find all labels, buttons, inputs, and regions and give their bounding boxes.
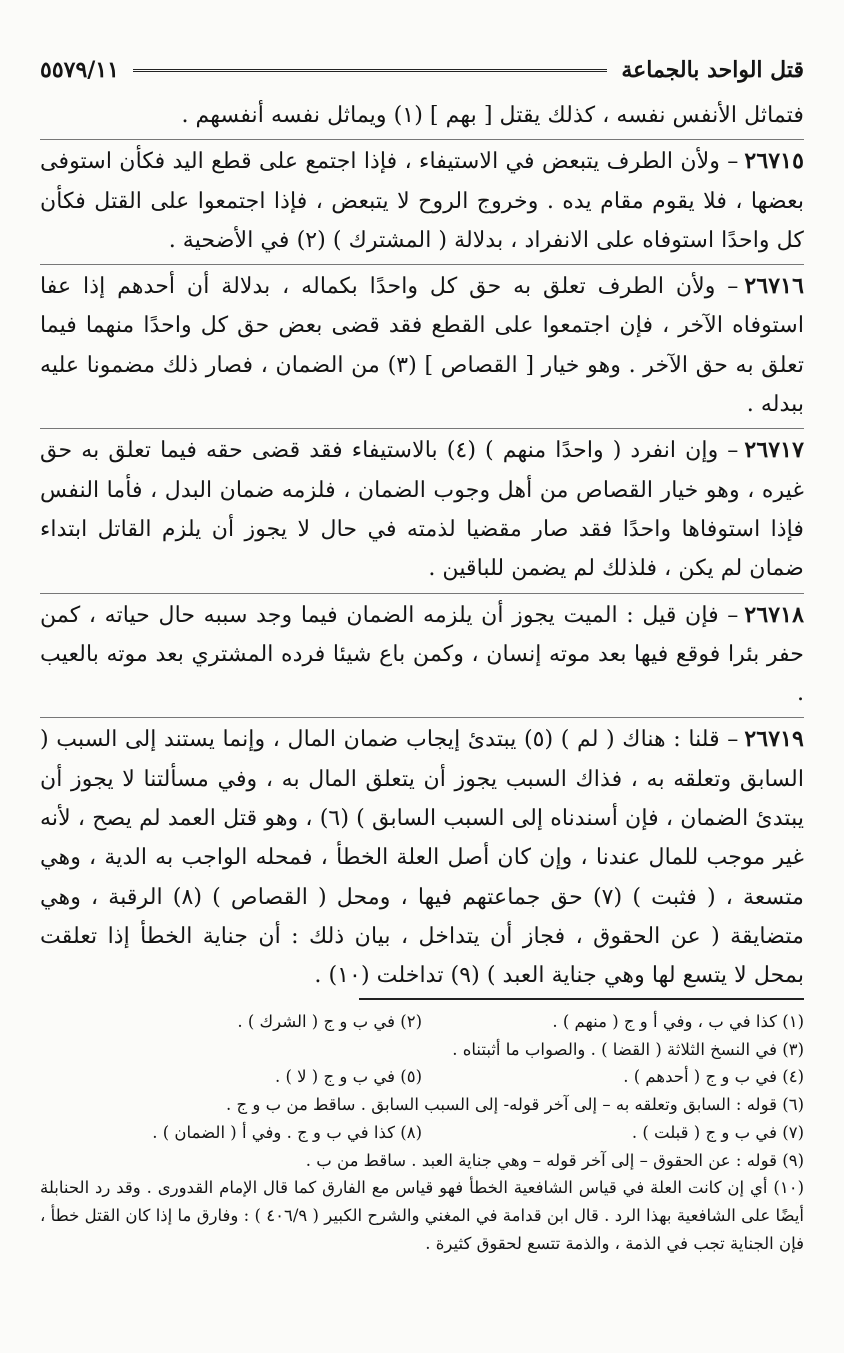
paragraph-text: – وإن انفرد ( واحدًا منهم ) (٤) بالاستيفاء فقد قضى حقه فيما تعلق به حق غيره ، وهو خيار القصاص من أهل وجوب الضمان ، فلزمه ضمان البدل ، فأما النفس فإذا استوفاها واحدًا فقد صار مقضيا لذمته في حال لا يجوز أن يلزم القاتل ابتداء ضمان لم يكن ، فلذلك لم يضمن للباقين . [40,437,804,582]
footnote-row [40,1119,804,1147]
paragraph-26715 [40,139,804,260]
paragraph-26718 [40,593,804,714]
paragraph-number: ٢٦٧١٨ [744,601,804,628]
paragraph-26719 [40,717,804,995]
paragraph-26716 [40,264,804,424]
footnote-5: (٥) في ب و ج ( لا ) . [274,1067,422,1087]
footnotes [40,1008,804,1259]
paragraph-26717 [40,428,804,588]
footnote-4: (٤) في ب و ج ( أحدهم ) . [623,1067,804,1087]
footnote-separator [359,998,804,1000]
main-text [40,96,804,996]
page [40,50,804,1333]
paragraph-number: ٢٦٧١٦ [744,273,804,300]
paragraph-text: فتماثل الأنفس نفسه ، كذلك يقتل [ بهم ] (١) ويماثل نفسه أنفسهم . [181,102,804,128]
page-number: ٥٥٧٩/١١ [40,57,119,83]
paragraph-text: – فإن قيل : الميت يجوز أن يلزمه الضمان فيما وجد سببه حال حياته ، كمن حفر بئرا فوقع فيها بعد موته إنسان ، وكمن باع شيئا فرده المشتري بعد موته بالعيب . [40,601,804,707]
footnote-row [40,1008,804,1036]
paragraph-0 [40,96,804,135]
paragraph-number: ٢٦٧١٧ [744,437,804,464]
footnote-row [40,1063,804,1091]
paragraph-text: – ولأن الطرف يتبعض في الاستيفاء ، فإذا اجتمع على قطع اليد فكأن استوفى بعضها ، فلا يقوم مقام يده . وخروج الروح لا يتبعض ، فإذا اجتمعوا على القتل فكأن كل واحدًا استوفاه على الانفراد ، بدلالة ( المشترك ) (٢) في الأضحية . [40,148,804,253]
footnote-7: (٧) في ب و ج ( قبلت ) . [631,1122,804,1142]
footnote-3: (٣) في النسخ الثلاثة ( القضا ) . والصواب ما أثبتناه . [452,1039,804,1059]
header-title: قتل الواحد بالجماعة [621,57,804,83]
paragraph-number: ٢٦٧١٥ [744,148,804,175]
footnote-8: (٨) كذا في ب و ج . وفي أ ( الضمان ) . [152,1122,422,1142]
running-header [40,50,804,90]
footnote-10: (١٠) أي إن كانت العلة في قياس الشافعية الخطأ فهو قياس مع الفارق كما قال الإمام القدورى . وقد رد الحنابلة أيضًا على الشافعية بهذا الرد . قال ابن قدامة في المغني والشرح الكبير ( ٤٠٦/٩ ) : وفارق ما إذا كان القتل خطأ ، فإن الجناية تجب في الذمة ، والذمة تتسع لحقوق كثيرة . [40,1178,804,1254]
paragraph-text: – قلنا : هناك ( لم ) (٥) يبتدئ إيجاب ضمان المال ، وإنما يستند إلى السبب ( السابق وتعلقه به ، فذاك السبب يجوز أن يتعلق المال به ، وفي مسألتنا لا يجوز أن يبتدئ الضمان ، فإن أسندناه إلى السبب السابق ) (٦) ، وهو قتل العمد لم يصح ، لأنه غير موجب للمال عندنا ، وإن كان أصل العلة الخطأ ، فمحله الواجب به الدية ، وهي متسعة ، ( فثبت ) (٧) حق جماعتهم فيها ، ومحل ( القصاص ) (٨) الرقبة ، وهي متضايقة ( عن الحقوق ، فجاز أن يتداخل ، بيان ذلك : أن جناية الخطأ إذا تعلقت بمحل لا يتسع لها وهي جناية العبد ) (٩) تداخلت (١٠) . [40,726,805,989]
footnote-2: (٢) في ب و ج ( الشرك ) . [237,1011,422,1031]
header-rule [133,69,607,72]
paragraph-text: – ولأن الطرف تعلق به حق كل واحدًا بكماله ، بدلالة أن أحدهم إذا عفا استوفاه الآخر ، فإن اجتمعوا على القطع فقد قضى بعض حق كل واحدًا منهما فيما تعلق به حق الآخر . وهو خيار [ القصاص ] (٣) من الضمان ، فصار ذلك مضمونا عليه ببدله . [40,273,804,418]
footnote-9: (٩) قوله : عن الحقوق – إلى آخر قوله – وهي جناية العبد . ساقط من ب . [305,1150,804,1170]
paragraph-number: ٢٦٧١٩ [744,726,804,753]
footnote-6: (٦) قوله : السابق وتعلقه به – إلى آخر قوله- إلى السبب السابق . ساقط من ب و ج . [226,1095,804,1115]
footnote-1: (١) كذا في ب ، وفي أ و ج ( منهم ) . [552,1011,804,1031]
